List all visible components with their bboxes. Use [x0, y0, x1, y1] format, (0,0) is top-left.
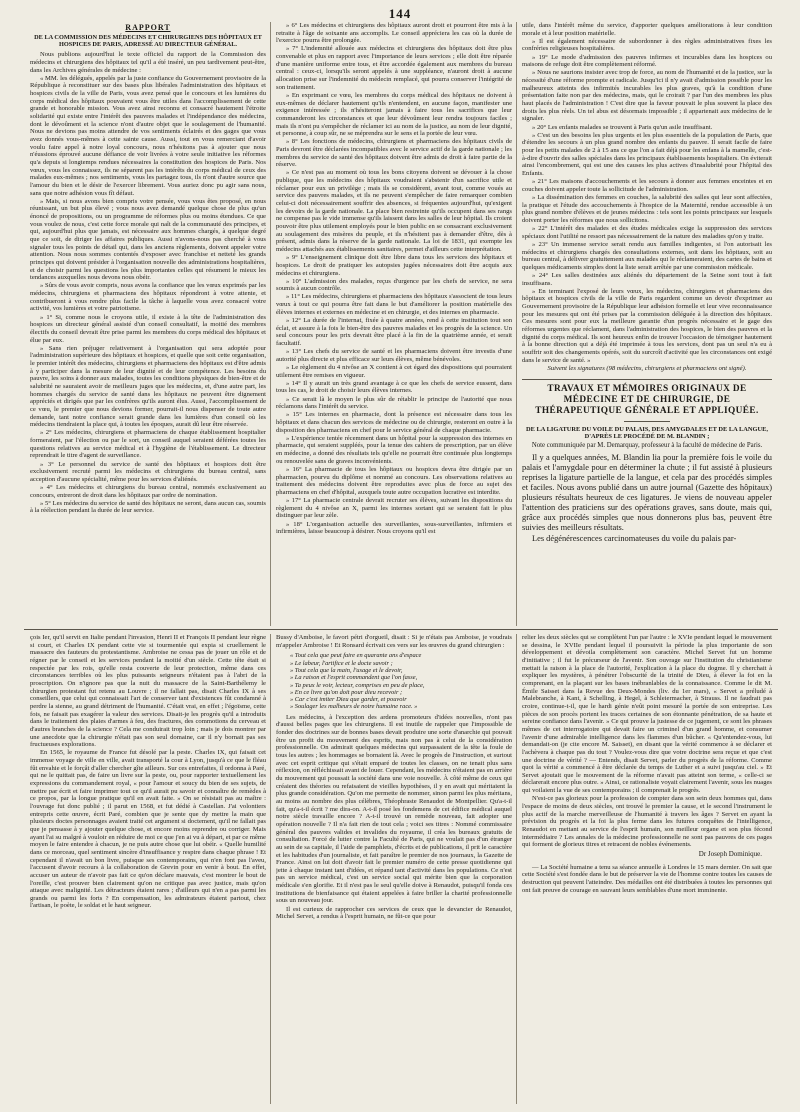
- paragraph: » 8° Les fonctions de médecins, chirurgiens et pharmaciens des hôpitaux civils de Paris devront être déclarées incompatibles avec le service actif de la garde nationale ; les membres du service de santé des hôpitaux doivent être admis de droit à faire partie de la réserve.: [276, 138, 512, 169]
- paragraph: » 4° Les médecins et chirurgiens du bureau central, nommés exclusivement au concours, entreront de droit dans les hôpitaux par ordre de nomination.: [30, 484, 266, 499]
- column-rule: [516, 634, 517, 1104]
- col4-body: [30, 634, 266, 910]
- poem-line: » La raison et l'esprit commandent que l'on fasse,: [290, 674, 418, 682]
- column-5: [276, 634, 512, 1104]
- article-note: Note communiquée par M. Demarquay, professeur à la faculté de médecine de Paris.: [531, 442, 763, 450]
- paragraph: » 2° Les médecins, chirurgiens et pharmaciens de chaque établissement hospitalier formeraient, par l'élection ou par le sort, un conseil auquel seraient déférées toutes les questions relatives au service médical et à l'hygiène de l'établissement. Le directeur reprendrait le titre d'agent de surveillance.: [30, 429, 266, 460]
- poem-line: » Car c'est imiter Dieu que garder, et pouvoir: [290, 696, 407, 704]
- paragraph: » En terminant l'exposé de leurs vœux, les médecins, chirurgiens et pharmaciens des hôpitaux et hospices civils de la ville de Paris regardent comme un devoir d'exprimer au Gouvernement provisoire de la République leur adhésion formelle et leur vive reconnaissance pour les mesures qui ont été prises par la commission déléguée à la direction des hôpitaux. Ces mesures sont pour eux la meilleure garantie d'un progrès nécessaire et le gage des réformes urgentes que réclament, dans l'administration des hospices, le bien des pauvres et la dignité du corps médical. Ils sont heureux enfin de trouver l'occasion de témoigner hautement à la bonne direction qui a déjà été imprimée à tous les services, dont pas un seul n'a eu à souffrir soit des changements opérés, soit du surcroît d'activité que les circonstances ont exigé dans le service de santé. »: [522, 287, 772, 364]
- col5-body: [276, 714, 512, 921]
- paragraph: » 14° Il y aurait un très grand avantage à ce que les chefs de service eussent, dans tous les cas, le droit de choisir leurs élèves internes.: [276, 379, 512, 395]
- paragraph: » 9° L'enseignement clinique doit être libre dans tous les services des hôpitaux et hospices. Le droit de pratiquer les autopsies jugées nécessaires doit être acquis aux médecins et chirurgiens.: [276, 254, 512, 277]
- report-title: RAPPORT: [125, 23, 171, 32]
- paragraph: » 19° Le mode d'admission des pauvres infirmes et incurables dans les hospices ou maisons de refuge doit être complètement réformé.: [522, 53, 772, 69]
- column-rule: [270, 634, 271, 1104]
- paragraph: » 10° L'admission des malades, reçus d'urgence par les chefs de service, ne sera soumis à aucun contrôle.: [276, 277, 512, 293]
- article-title: TRAVAUX ET MÉMOIRES ORIGINAUX DE MÉDECINE ET DE CHIRURGIE, DE THÉRAPEUTIQUE GÉNÉRALE ET APPLIQUÉE.: [535, 383, 759, 416]
- poem-line: » Soulager les malheurs de notre humaine race. »: [290, 703, 418, 711]
- paragraph: » 11° Les médecins, chirurgiens et pharmaciens des hôpitaux s'associent de tous leurs vœux à tout ce qui pourra être fait dans le but d'améliorer la position matérielle des élèves internes et externes en médecine et en chirurgie, et des internes en pharmacie.: [276, 293, 512, 316]
- title-rule: [624, 421, 670, 422]
- paragraph: » Ce n'est pas au moment où tous les bons citoyens doivent se dévouer à la chose publique, que les médecins des hôpitaux voudraient s'abstenir d'un sacrifice utile et réclamer pour eux un privilège ; mais ils se considèrent, avant tout, comme voués au service des pauvres malades, et ils ne peuvent s'empêcher de faire remarquer combien celui-ci doit nécessairement souffrir des absences, si fréquentes aujourd'hui, qu'exigent les devoirs de la garde nationale. La place bien restreinte qu'ils occupent dans ses rangs ne compense pas le vide immense qu'ils laissent dans les salles de leur hôpital. Ils croient pouvoir être plus utilement employés pour le bien public en se consacrant exclusivement au soulagement des misères du peuple, et ils n'hésitent pas à demander d'être, dès à présent, admis dans la réserve de la garde nationale. La loi de 1831, qui exempte les médecins attachés aux établissements sanitaires, permet d'ailleurs cette interprétation.: [276, 169, 512, 254]
- col1-body: [30, 75, 266, 515]
- article-subtitle: DE LA LIGATURE DU VOILE DU PALAIS, DES AMYGDALES ET DE LA LANGUE, D'APRÈS LE PROCÉDÉ DE M. BLANDIN ;: [526, 425, 768, 440]
- column-rule: [516, 22, 517, 626]
- paragraph: » 5° Les médecins du service de santé des hôpitaux ne seront, dans aucun cas, soumis à la réélection pendant la durée de leur service.: [30, 499, 266, 515]
- paragraph: » 21° Les maisons d'accouchements et les secours à donner aux femmes enceintes et en couches doivent appeler toute la sollicitude de l'administration.: [522, 178, 772, 193]
- report-subtitle: DE LA COMMISSION DES MÉDECINS ET CHIRURGIENS DES HÔPITAUX ET HOSPICES DE PARIS, ADRESSÉ AU DIRECTEUR GÉNÉRAL.: [34, 33, 262, 48]
- paragraph: Il est curieux de rapprocher ces services de ceux que le devancier de Renaudot, Michel Servet, a rendus à l'esprit humain, ne fût-ce que pour: [276, 905, 512, 921]
- column-3: [522, 22, 772, 626]
- paragraph: » 6° Les médecins et chirurgiens des hôpitaux auront droit et pourront être mis à la retraite à l'âge de soixante ans accomplis. Le conseil appréciera les cas où la durée de l'exercice pourra être prolongée.: [276, 22, 512, 45]
- paragraph: » Sûrs de vous avoir compris, nous avons la confiance que les vœux exprimés par les médecins, chirurgiens et pharmaciens des hôpitaux répondront à votre attente, et contribueront à vous rendre plus facile la tâche à laquelle vous avez consacré votre activité, vos lumières et votre patriotisme.: [30, 282, 266, 313]
- column-4: [30, 634, 266, 1104]
- poem-line: « Tout cela que peut faire en quarante ans d'espace: [290, 652, 422, 660]
- section-rule: [24, 629, 778, 630]
- page-number: 144: [388, 6, 412, 21]
- paragraph: relier les deux siècles qui se complètent l'un par l'autre : le XVIe pendant lequel le mouvement se dessina, le XVIIe pendant lequel il poursuivit la période la plus importante de son développement et dévoila complètement son caractère. Michel Servet fut un homme d'initiative ; il fut le précurseur de l'avenir. Son ouvrage sur l'institution du christianisme mettait la raison à la place de l'autorité, l'explication à la place du dogme. Il y cherchait à expliquer les mystères, à pénétrer l'obscurité de la trinité de Dieu, à élever la foi en la comprenant, en la plaçant sur les bases inébranlables de la connaissance. Comme le dit M. Émile Saisset dans la Revue des Deux-Mondes (liv. du 1er mars), « Servet a préludé à Malebranche, à Kant, à Schelling, à Hegel, à Schleiermacher, à Strauss. Il ne faudrait pas croire, continue-t-il, que le hardi génie n'eût point mesuré la portée de son entreprise. Les pièces de son procès portent les traces certaines de son étonnante pénétration, de sa haute et sereine confiance dans l'avenir. » Ce qui prouve la justesse de ce jugement, ce sont les phrases mêmes de cet interrogatoire qui devait faire un criminel d'un grand homme, et consumer l'avenir d'une admirable intelligence dans les flammes d'un bûcher. « Qu'entendez-vous, lui demandait-on (je cite encore M. Saisset), en disant que la vérité commence à se déclarer et l'achèvera à chaque pas du tout ? Voulez-vous dire que votre doctrine sera reçue et que c'est une doctrine de vérité ? — Entends, disait Servet, parler du progrès de la réforme. Comme quoi la vérité a commencé à être déclarée du temps de Luther et a suivi jusqu'au ciel. » Et Servet ajoutait que le mouvement de la réforme n'avait pas atteint son terme, « celle-ci se déclarerait encore plus outre. » Ainsi, ce rationaliste voyait clairement l'avenir, sous les nuages qui voilaient la vue de ses contemporains ; il comprenait le progrès.: [522, 634, 772, 795]
- col6-body: [522, 634, 772, 849]
- paragraph: çois Ier, qu'il servit en Italie pendant l'invasion, Henri II et François II pendant leur règne si court, et Charles IX pendant cette vie si tourmentée qui expia si cruellement le massacre des fauteurs du protestantisme. Ambroise ne cessa pas de jouer un rôle et de régner par le conseil et les services pendant la moitié d'un siècle. Cette tête était si respectée par les rois, qu'elle resta couverte de leur protection, même dans ces circonstances terribles où les plus puissants seigneurs n'étaient pas à l'abri de la proscription. On n'ignore pas que la nuit du massacre de la Saint-Barthélemy le chirurgien protestant fut retenu au Louvre ; il ne fallait pas, disait Charles IX à ses conseillers, que celui qui connaissait l'art de conserver tant d'existences fût condamné à perdre la sienne, au grand détriment de l'humanité. C'était vrai, en effet ; l'égoïsme, cette fois, ne faisait pas exagérer la valeur des services. Disait-je les progrès qu'il a introduits dans le traitement des plaies d'armes à feu, des fractures, des commotions du cerveau et d'autres branches de la science ? Cela me conduirait trop loin ; mais je dois montrer par une anecdote que la chirurgie n'était pas son seul domaine, car il n'y bornait pas ses fructueuses explorations.: [30, 634, 266, 749]
- column-2: [276, 22, 512, 626]
- paragraph: Les dégénérescences carcinomateuses du voile du palais par-: [532, 533, 737, 543]
- paragraph: Il y a quelques années, M. Blandin lia pour la première fois le voile du palais et l'amygdale pour en déterminer la chute ; il fut assisté à plusieurs reprises la ligature partielle de la langue, et cela par des procédés simples et faciles. Nous avons publié dans un autre journal (Gazette des hôpitaux) plusieurs résultats heureux de ces ligatures. Je viens de nouveau appeler l'attention des praticiens sur des opérations graves, sans doute, mais qui, grâce aux procédés simples que nous donnerons plus bas, peuvent être suivies des meilleurs résultats.: [522, 453, 772, 532]
- ronsard-poem: [290, 652, 512, 710]
- poem-line: » En ce livre qu'on doit pour dieu recevoir ;: [290, 688, 403, 696]
- paragraph: » L'expérience tentée récemment dans un hôpital pour la suppression des internes en pharmacie, qui seraient suppléés, pour la tenue des cahiers de prescription, par un élève en médecine, a donné des résultats tels qu'elle ne pourrait être continuée plus longtemps ou renouvelée sans de graves inconvénients.: [276, 434, 512, 465]
- paragraph: » Le règlement du 4 nivôse an X contient à cet égard des dispositions qui pourraient utilement être remises en vigueur.: [276, 363, 512, 379]
- paragraph: utile, dans l'intérêt même du service, d'apporter quelques améliorations à leur condition morale et à leur position matérielle.: [522, 22, 772, 37]
- paragraph: » Nous ne saurions insister avec trop de force, au nom de l'humanité et de la justice, sur la nécessité d'une réforme prompte et radicale. Jusqu'ici il n'y avait d'admission possible pour les malheureux atteints des infirmités incurables les plus graves, qu'à la condition d'une présentation faite non par des médecins, mais, qui le croirait ? par l'un des membres les plus haut placés de l'administration ! C'est dire que la faveur pouvait le plus souvent la place des droits les plus réels. Un tel abus est désormais impossible ; il appartenait aux médecins de le signaler.: [522, 69, 772, 123]
- paragraph: N'est-ce pas glorieux pour la profession de compter dans son sein deux hommes qui, dans l'espace de moins de deux siècles, ont trouvé le premier la cause, et le second l'instrument le plus actif de la marche merveilleuse de l'humanité à travers les âges ? Servet en ayant la prévision du progrès et la foi la plus ferme dans les futures conquêtes de l'intelligence, Renaudot en mettant au service de l'esprit humain, son meilleur organe et son plus fécond intermédiaire ? Les annales de la médecine professionnelle ne sont pas pauvres de ces pages qui forment de glorieux titres et retracent de nobles événements.: [522, 795, 772, 849]
- signatures-note: Suivent les signatures (98 médecins, chirurgiens et pharmaciens ont signé).: [547, 364, 747, 372]
- paragraph: » 20° Les enfants malades se trouvent à Paris qu'un asile insuffisant.: [532, 123, 713, 131]
- paragraph: » 18° L'organisation actuelle des surveillantes, sous-surveillantes, infirmiers et infirmières, laisse beaucoup à désirer. Nous croyons qu'il est: [276, 520, 512, 536]
- paragraph: En 1565, le royaume de France fut désolé par la peste. Charles IX, qui faisait cet immense voyage de ville en ville, avait transporté la cour à Lyon, jusqu'à ce que le fléau fût envahie et le forçât d'aller chercher gîte ailleurs. Sur ces entrefaites, il ordonna à Paré, qui ne le quittait pas, de faire un livre sur la peste, ou, pour rapporter textuellement les expressions du commandement royal, « pour l'amour et soucy du bien de ses sujets, de mettre par écrit et faire imprimer tout ce qu'il aurait pu savoir et connaître de remèdes à ce propos, par la longue pratique qu'il en avait faite. » On se résistait pas au maître : l'ouvrage fut donc publié ; il parut en 1568, et fut dédié à Castellan. J'ai volontiers entrepris cette œuvre, écrit Paré, combien que je sente que dy mettre la main que plusieurs doctes personnages avaient traité cet argument si doctement, qu'il ne fallait pas que je pensasse à y ajouter quelque chose, et encore moins reprendre ou corriger. Mais ayant l'ai su malgré à vouloir en réduire de moi ce que j'en ai vu à départ, et par ce même moyen le faire entendre à chacun, je ne puis autre chose que lui obéir. « Quelle humilité dans ce morceau, quel sentiment sincère d'insuffisance y respire dans chaque phrase ! Et cependant il n'avait un bon livre, puisque ses contemporains, qui n'en font pas l'aveu, l'accusent d'avoir recours à la collaboration de Grevin pour en venir à bout. En effet, accuser un auteur de n'avoir pas fait ce qu'on déclare mauvais, c'est montrer le bout de l'oreille, c'est prouver bien clairement qu'on ne critique pas avec justice, mais qu'on attaque avec malignité. Les détracteurs étaient rares ; d'ailleurs qui n'en a pas parmi les grands ou parmi les forts ? En compensation, les admirateurs étaient partout, chez l'artisan, le poète, le soldat et le haut seigneur.: [30, 749, 266, 910]
- paragraph: » 12° La durée de l'internat, fixée à quatre années, rend à cette institution tout son éclat, et assure à la fois le bien-être des pauvres malades et les progrès de la science. Un seul concours pour les prix devrait être placé à la fin de la quatrième année, et serait facultatif.: [276, 316, 512, 347]
- col5-intro: Bussy d'Amboise, le favori pétri d'orgueil, disait : Si je n'étais pas Amboise, je voudrais m'appeler Ambroise ! Et Ronsard écrivait ces vers sur les œuvres du grand chirurgien :: [276, 634, 512, 649]
- article-rule: [522, 379, 772, 380]
- paragraph: » 7° L'indemnité allouée aux médecins et chirurgiens des hôpitaux doit être plus convenable et plus en rapport avec l'importance de leurs services ; elle doit être réparée d'une manière uniforme entre tous, et être accordée également aux membres du bureau central : ceux-ci, lorsqu'ils seront appelés à une suppléance, n'auront droit à aucune allocation prise sur l'indemnité du médecin remplacé, qui pourra conserver l'intégrité de son traitement.: [276, 45, 512, 91]
- poem-line: » Le labeur, l'artifice et le docte savoir ;: [290, 659, 393, 667]
- paragraph: » 16° La pharmacie de tous les hôpitaux ou hospices devra être dirigée par un pharmacien, pourvu du diplôme et nommé au concours. Les observations relatives au traitement des médecins doivent être reproduites avec plus de force au sujet des pharmaciens en chef d'hôpital, auxquels toute autre occupation lucrative est interdite.: [276, 465, 512, 496]
- paragraph: » Sans rien préjuger relativement à l'organisation qui sera adoptée pour l'administration supérieure des hôpitaux et hospices, et quelle que soit cette organisation, le premier intérêt des médecins, chirurgiens et pharmaciens des hôpitaux est d'être admis à y participer dans la mesure de leur dignité et de leur compétence. Les besoins du pauvre, les soins à donner aux malades, toutes les conditions physiques de bien-être et de salubrité ne sauraient avoir de meilleurs juges que les médecins, et, d'une autre part, les hommes chargés du service de santé dans les hôpitaux ne peuvent être dignement appréciés et dirigés que par les confrères qu'ils auront élus. Aussi, l'accomplissement de ce vœu, le premier que nous devions former, pourrait-il nous dispenser de toute autre demande, tant notre confiance serait grande dans les lumières d'un conseil où les médecins tiendraient la place qui, à toutes les époques, aurait dû leur être réservée.: [30, 344, 266, 429]
- paragraph: » Ce serait là le moyen le plus sûr de rétablir le principe de l'autorité que nous réclamons dans l'intérêt du service.: [276, 395, 512, 411]
- paragraph: » 22° L'intérêt des malades et des études médicales exige la suppression des services spéciaux dont l'utilité ne ressort pas nécessairement de la nature des maladies qu'on y traite.: [522, 225, 772, 240]
- paragraph: » 3° Le personnel du service de santé des hôpitaux et hospices doit être exclusivement recruté parmi les médecins et chirurgiens du bureau central, sans acception d'aucune spécialité, même pour les services d'aliénés.: [30, 460, 266, 483]
- paragraph: » Mais, si nous avons bien compris votre pensée, vous vous êtes proposé, en nous réunissant, un but plus élevé ; vous nous avez demandé quelque chose de plus qu'un énoncé de propositions, ou un programme de réformes plus ou moins étendues. Ce que vous voulez de nous, c'est cette force morale qui naît de la communauté des principes, et qui, aujourd'hui plus que jamais, est nécessaire aux hommes chargés, à quelque degré que ce soit, de diriger les affaires publiques. Aussi n'avons-nous pas cherché à vous signaler tous les points de détail qui, dans les anciens règlements, doivent appeler votre attention. Nous nous sommes contentés d'exposer avec franchise et netteté les grands principes qui doivent présider à l'organisation nouvelle des administrations hospitalières, et de choisir parmi les questions les plus importantes celles qui résument le mieux les tendances auxquelles nous devons nous obéir.: [30, 197, 266, 282]
- paragraph: » En exprimant ce vœu, les membres du corps médical des hôpitaux ne doivent à eux-mêmes de déclarer hautement qu'ils n'entendent, en aucune façon, manifester une exigence intéressée ; ils n'hésiteront jamais à faire tous les sacrifices que leur commanderont les circonstances et que leur dévoûment leur rendra toujours faciles ; mais ils n'ont pu s'empêcher de réclamer ici au nom de la justice, au nom de leur dignité, et personne, à coup sûr, ne se méprendra sur le sens et la portée de leur vœu.: [276, 91, 512, 138]
- col2-body: [276, 22, 512, 536]
- paragraph: » 23° Un immense service serait rendu aux familles indigentes, si l'on autorisait les médecins et chirurgiens chargés des consultations externes, soit dans les hôpitaux, soit au bureau central, à délivrer gratuitement aux malades qui le réclameraient, des cartes de bains et quelques médicaments simples dont la liste serait arrêtée par une commission médicale.: [522, 240, 772, 271]
- paragraph: » 1° Si, comme nous le croyons utile, il existe à la tête de l'administration des hospices un directeur général assisté d'un conseil consultatif, la moitié des membres électifs du conseil devrait être prise parmi les membres du corps médical des hôpitaux et élue par eux.: [30, 313, 266, 344]
- paragraph: » La dissémination des femmes en couches, la salubrité des salles qui leur sont affectées, la pratique et l'étude des accouchements à l'hospice de la Maternité, rendue accessible à un plus grand nombre d'élèves et de jeunes médecins : tels sont les points principaux sur lesquels doivent porter les réformes que nous sollicitons.: [522, 193, 772, 224]
- col3-body: [522, 22, 772, 364]
- poem-line: » Tout cela que la main, l'usage et le devoir,: [290, 666, 403, 674]
- paragraph: » Il est également nécessaire de subordonner à des règles administratives fixes les confréries religieuses hospitalières.: [522, 37, 772, 53]
- paragraph: » 24° Les salles destinées aux aliénés du département de la Seine sont tout à fait insuffisans.: [522, 272, 772, 287]
- column-1: [30, 22, 266, 626]
- author-signature: Dr Joseph Dominique.: [698, 849, 762, 858]
- paragraph: » 13° Les chefs du service de santé et les pharmaciens doivent être investis d'une autorité plus directe et plus efficace sur leurs élèves, même bénévoles.: [276, 348, 512, 363]
- column-rule: [270, 22, 271, 626]
- paragraph: « MM. les délégués, appelés par la juste confiance du Gouvernement provisoire de la République à reconstituer sur des bases plus libérales l'administration des hôpitaux et hospices civils de la ville de Paris, vous avez pensé que le concours et les lumières du corps médical des hôpitaux pouvaient vous être utiles dans l'accomplissement de cette grande et honorable mission. Vous avez ainsi reconnu et consacré hautement l'étroite solidarité qui existe entre l'intérêt des pauvres malades et l'indépendance des médecins, dont le dévoûment et la science n'ont d'autre objet que le soulagement de l'humanité. Nous ne devions pas moins attendre de vos sentiments éclairés et des gages que vous avez donnés vous-mêmes à cette sainte cause. Aussi, tout en vous remerciant d'avoir voulu faire appel à notre loyal concours, nous n'hésitons pas à ajouter que nous n'éussions éprouvé aucune défiance de voir livrées à votre seule initiative les réformes qu'a depuis si longtemps rendues nécessaires la constitution des hospices de Paris. Nos vœux, vous les connaissez, ils ne séparent pas les intérêts du corps médical de ceux des malades eux-mêmes ; nos sentiments, vous les partagez tous, ils n'ont d'autre source que l'amour du bien et le désir de l'exercer librement. Vous auriez donc pu agir sans nous, sans que notre adhésion vous fît défaut.: [30, 74, 266, 197]
- col6-after: [522, 864, 772, 895]
- column-6: [522, 634, 772, 1104]
- article-body: [522, 453, 772, 544]
- paragraph: » 17° La pharmacie centrale devrait recruter ses élèves, suivant les dispositions du règlement du 4 nivôse an X, parmi les internes sortant qui se seraient fait le plus distinguer par leur zèle.: [276, 497, 512, 520]
- paragraph: Les médecins, à l'exception des ardens promoteurs d'idées nouvelles, n'ont pas d'aussi belles pages que les chirurgiens. Il est inutile de rappeler que l'impossible de fonder des doctrines sur de bonnes bases devait produire une sorte d'anarchie qui pouvait être un profit du mouvement des esprits, mais non pas à celui de la considération professionnelle. On admirait quelques médecins qui surpassaient de la tête la foule de tous les autres ; les hommages se bornaient là. Avec le progrès de l'instruction, et surtout avec cet esprit critique qui s'était emparé de toutes les classes, on ne tenait plus sans réflexion, on réfléchissait avant de louer. Cependant, les médecins n'étaient pas en arrière du mouvement qui poussait la société dans une voie nouvelle. À côté même de ceux qui créaient des théories ou refaisaient de vieilles hypothèses, il y en avait qui méritaient la plus grande considération. Qu'on me permette de nommer, sinon parmi les plus méritans, au moins au nombre des plus célèbres, Théophraste Renaudot de Montpellier. Qu'a-t-il fait, qu'a-t-il écrit ? me dira-on. A-t-il posé les fondemens de cet édifice médical auquel notre siècle travaille encore ? A-t-il trouvé un remède nouveau, fait adopter une opération nouvelle ? Il n'a fait rien de tout cela ; voici ses titres : Nommé commissaire général des pauvres valides et invalides du royaume, il créa les bureaux gratuits de consultation. Forcé de lutter contre la Faculté de Paris, qui ne voulait pas d'un étranger au sein de sa capitale, il l'aide de pamphlets, d'écrits et de publications, il prit le caractère et les habitudes d'un journaliste, et fait paraître le premier de nos journaux, la Gazette de France. Ainsi on lui doit d'avoir fait le premier numéro de cette presse quotidienne qui jette à chaque instant tant d'idées, et répand tant d'activité dans les populations. Ce n'est pas un service médical, c'est un service social qui mérite bien que la corporation médicale s'en glorifie. Et il n'est pas le seul qu'elle doive à Renaudot, puisqu'il fonda ces institutions de bienfaisance qui étaient appelées à faire briller la charité professionnelle sous un nouveau jour.: [276, 713, 512, 905]
- paragraph: » 15° Les internes en pharmacie, dont la présence est nécessaire dans tous les hôpitaux et dans chacun des services de médecine ou de chirurgie, resteront en outre à la disposition des pharmaciens en chef pour le service général de chaque pharmacie.: [276, 411, 512, 434]
- paragraph: — La Société humaine a tenu sa séance annuelle à Londres le 15 mars dernier. On sait que cette Société s'est fondée dans le but de préserver la vie de l'homme contre toutes les causes de destruction qui peuvent l'atteindre. Des médailles ont été distribuées à toutes les personnes qui ont fait preuve de courage en sauvant leurs semblables d'une mort imminente.: [522, 863, 772, 894]
- poem-line: » Ta peux le voir, lecteur, comprises en peu de place,: [290, 681, 425, 689]
- report-intro: Nous publions aujourd'hui le texte officiel du rapport de la Commission des médecins et chirurgiens des hôpitaux tel qu'il a été inséré, un peu tardivement peut-être, dans les Archives générales de médecine :: [30, 51, 266, 74]
- paragraph: » C'est un des besoins les plus urgents et les plus essentiels de la population de Paris, que d'étendre les secours à un plus grand nombre des enfants du pauvre. Il serait facile de faire pour les petits malades de 2 à 15 ans ce que l'on a fait déjà pour les enfans à la mamelle, c'est-à-dire d'ouvrir des salles spéciales dans les principaux établissements hospitaliers. On éviterait ainsi l'encombrement, qui est une des causes les plus actives d'insalubrité pour l'hôpital des Enfants.: [522, 131, 772, 177]
